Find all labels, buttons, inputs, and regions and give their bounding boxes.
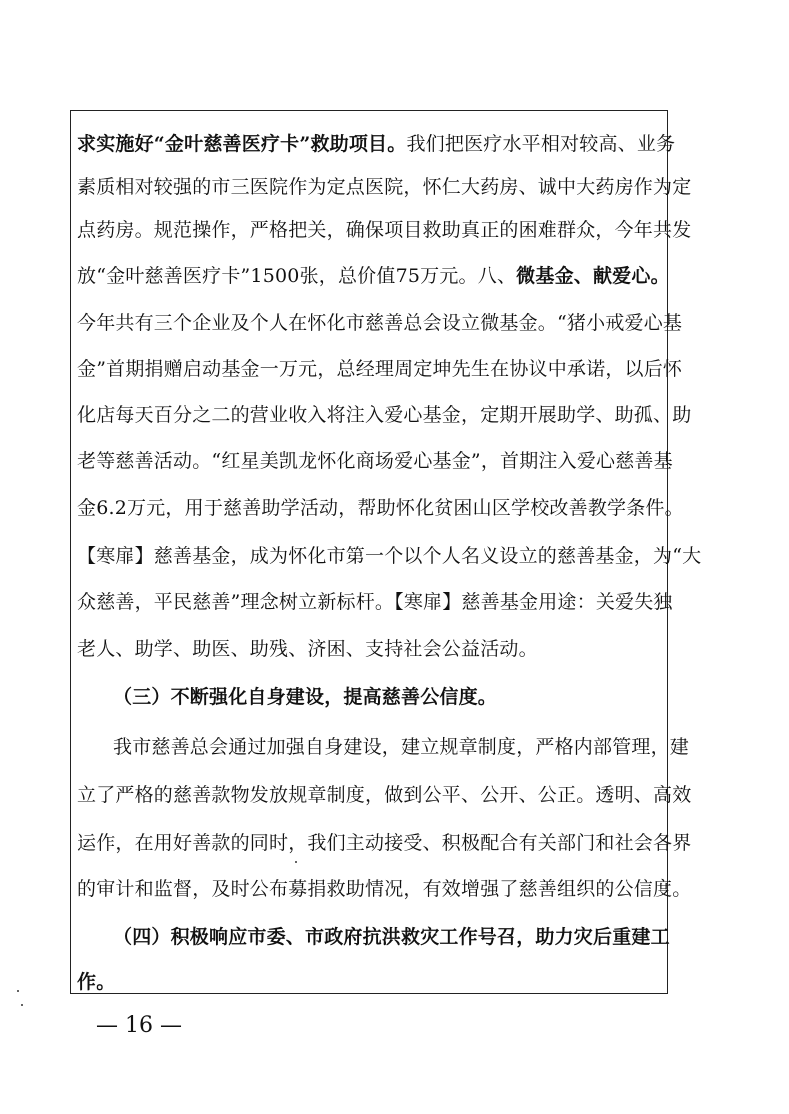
scan-speck [21, 1004, 23, 1006]
body-line-4 [77, 258, 670, 294]
body-line-11: 众慈善，平民慈善”理念树立新标杆。【寒扉】慈善基金用途：关爱失独 [77, 591, 673, 613]
body-line-3: 点药房。规范操作，严格把关，确保项目救助真正的困难群众，今年共发 [77, 219, 692, 241]
body-line-16: 运作，在用好善款的同时，我们主动接受、积极配合有关部门和社会各界 [77, 832, 692, 854]
body-line-7: 化店每天百分之二的营业收入将注入爱心基金，定期开展助学、助孤、助 [77, 404, 692, 426]
body-line-9: 金6.2万元，用于慈善助学活动，帮助怀化贫困山区学校改善教学条件。 [77, 497, 684, 519]
body-line-10: 【寒扉】慈善基金，成为怀化市第一个以个人名义设立的慈善基金，为“大 [77, 545, 702, 567]
body-line-2: 素质相对较强的市三医院作为定点医院，怀仁大药房、诚中大药房作为定 [77, 176, 692, 198]
body-line-1 [77, 126, 676, 162]
section-heading-3: （三）不断强化自身建设，提高慈善公信度。 [113, 686, 498, 708]
body-text-fragment: 我们把医疗水平相对较高、业务 [406, 133, 676, 155]
heading-inline-bold: 求实施好“金叶慈善医疗卡”救助项目。 [77, 133, 407, 155]
page-number: — 16 — [96, 1013, 182, 1038]
body-line-12: 老人、助学、助医、助残、济困、支持社会公益活动。 [77, 638, 538, 660]
scan-speck [295, 861, 297, 863]
section-heading-4-continued: 作。 [77, 971, 116, 993]
heading-inline-bold: 微基金、献爱心。 [516, 265, 670, 287]
section-heading-4: （四）积极响应市委、市政府抗洪救灾工作号召，助力灾后重建工 [113, 926, 670, 948]
body-line-8: 老等慈善活动。“红星美凯龙怀化商场爱心基金”，首期注入爱心慈善基 [77, 450, 673, 472]
scan-speck [17, 990, 19, 992]
body-line-6: 金”首期捐赠启动基金一万元，总经理周定坤先生在协议中承诺，以后怀 [77, 358, 683, 380]
body-line-15: 立了严格的慈善款物发放规章制度，做到公平、公开、公正。透明、高效 [77, 784, 692, 806]
body-line-5: 今年共有三个企业及个人在怀化市慈善总会设立微基金。“猪小戒爱心基 [77, 312, 683, 334]
body-line-14: 我市慈善总会通过加强自身建设，建立规章制度，严格内部管理，建 [113, 736, 690, 758]
body-line-17: 的审计和监督，及时公布募捐救助情况，有效增强了慈善组织的公信度。 [77, 878, 692, 900]
body-text-fragment: 放“金叶慈善医疗卡”1500张，总价值75万元。八、 [77, 265, 517, 287]
